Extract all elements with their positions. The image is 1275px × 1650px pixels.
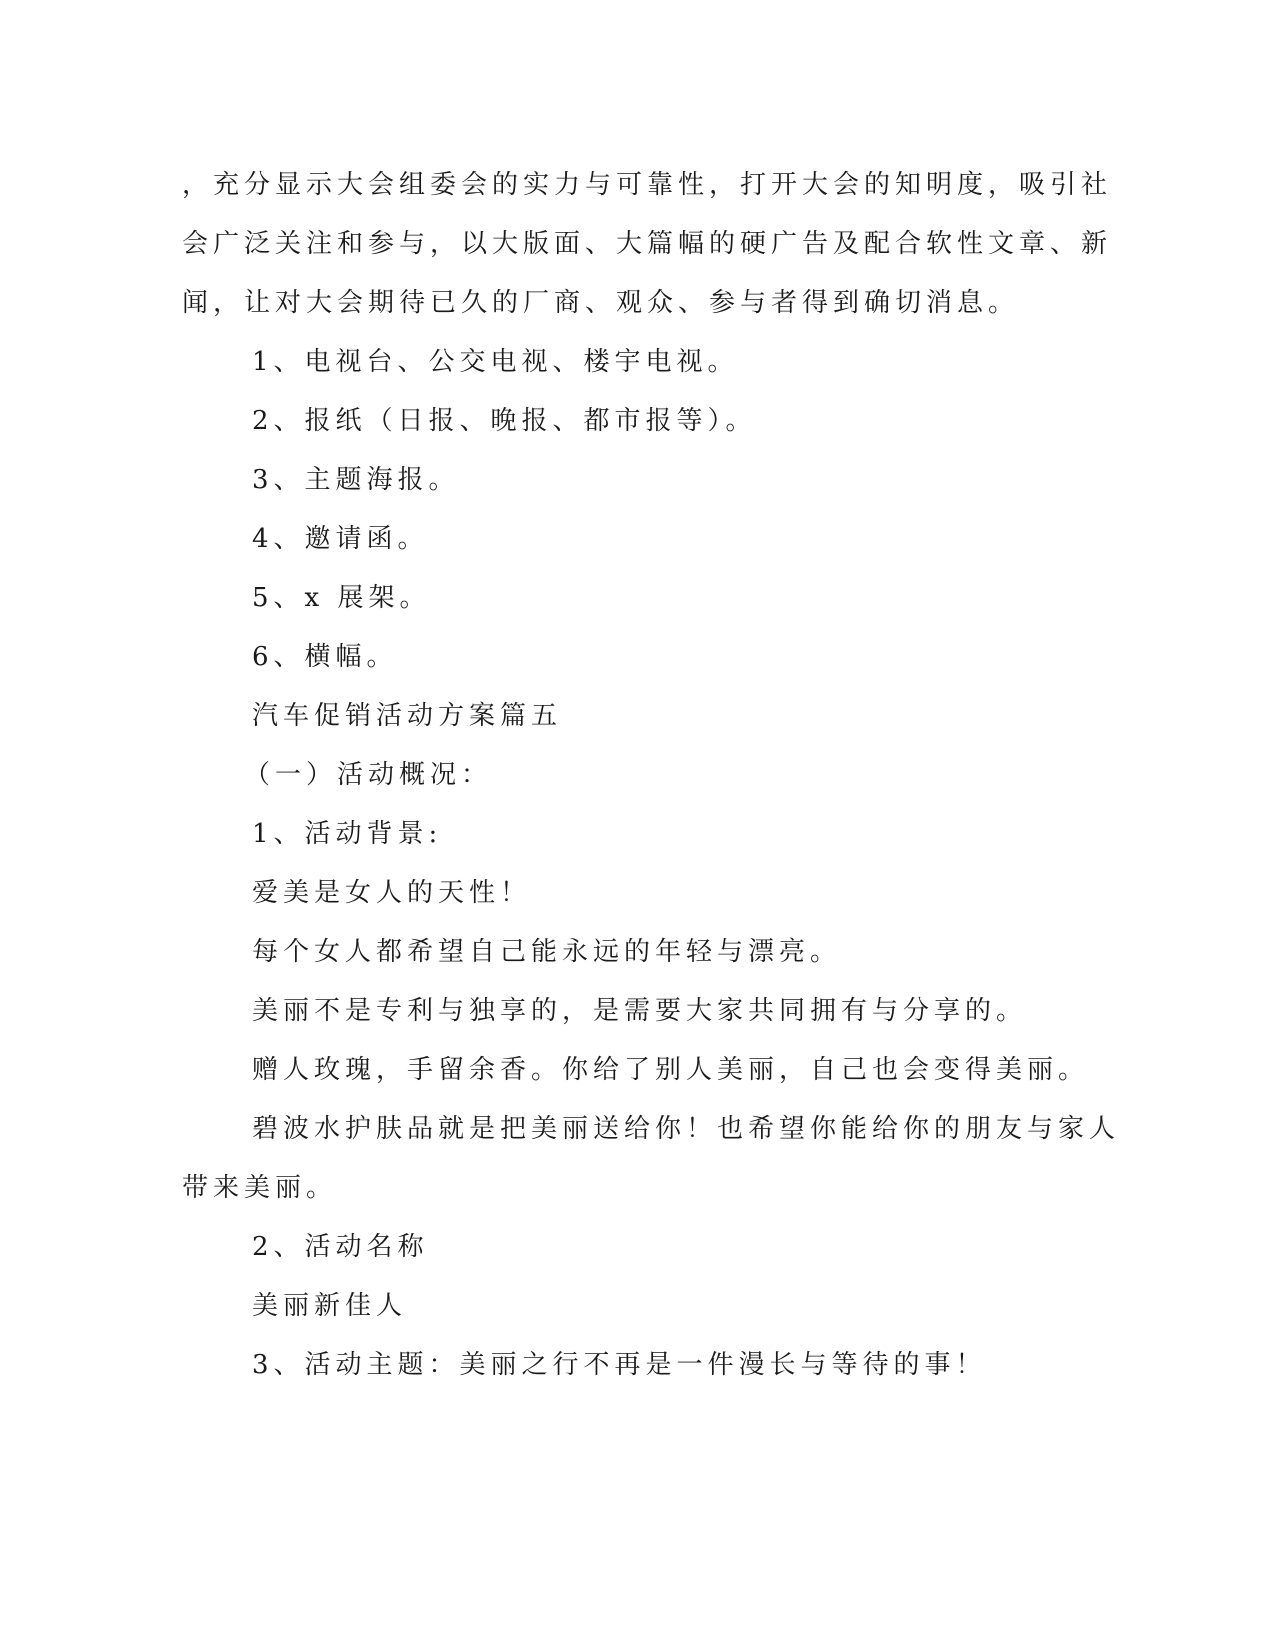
document-body xyxy=(182,156,1121,1395)
media-list-item: 4、邀请函。 xyxy=(252,524,429,554)
background-line: 赠人玫瑰，手留余香。你给了别人美丽，自己也会变得美丽。 xyxy=(252,1055,1090,1085)
theme-line: 3、活动主题：美丽之行不再是一件漫长与等待的事！ xyxy=(252,1350,987,1380)
background-line: 美丽不是专利与独享的，是需要大家共同拥有与分享的。 xyxy=(252,996,1028,1026)
background-heading: 1、活动背景: xyxy=(252,819,443,849)
media-list-item: 3、主题海报。 xyxy=(252,465,460,495)
body-line: 闻，让对大会期待已久的厂商、观众、参与者得到确切消息。 xyxy=(182,288,1020,318)
biboshui-line-continuation: 带来美丽。 xyxy=(182,1173,338,1203)
biboshui-line: 碧波水护肤品就是把美丽送给你！也希望你能给你的朋友与家人 xyxy=(252,1114,1121,1144)
body-line: 会广泛关注和参与，以大版面、大篇幅的硬广告及配合软性文章、新 xyxy=(182,229,1113,259)
subsection-title: （一）活动概况： xyxy=(244,760,493,790)
name-value: 美丽新佳人 xyxy=(252,1291,408,1321)
media-list-item: 2、报纸（日报、晚报、都市报等）。 xyxy=(252,406,757,436)
name-heading: 2、活动名称 xyxy=(252,1232,429,1262)
media-list-item: 5、x 展架。 xyxy=(252,583,431,613)
media-list-item: 1、电视台、公交电视、楼宇电视。 xyxy=(252,347,739,377)
body-line: ，充分显示大会组委会的实力与可靠性，打开大会的知明度，吸引社 xyxy=(182,170,1113,200)
section-title: 汽车促销活动方案篇五 xyxy=(252,701,563,731)
background-line: 每个女人都希望自己能永远的年轻与漂亮。 xyxy=(252,937,842,967)
media-list-item: 6、横幅。 xyxy=(252,642,398,672)
background-line: 爱美是女人的天性！ xyxy=(252,878,532,908)
